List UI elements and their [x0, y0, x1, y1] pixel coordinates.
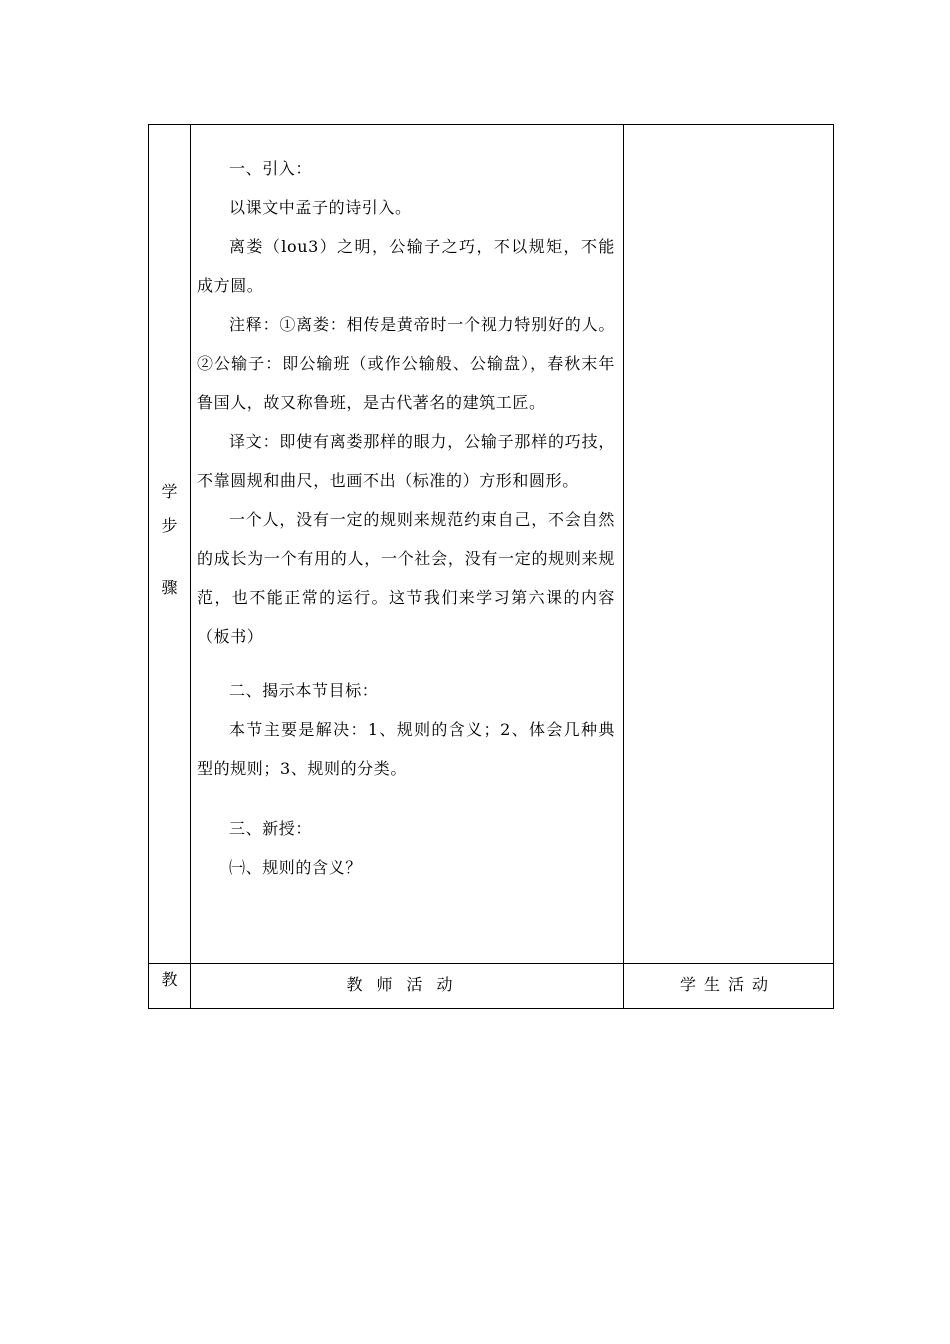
side-char-3: 骤 [161, 578, 178, 597]
side-char-1: 学 [161, 482, 178, 501]
side-char-2: 步 [161, 516, 178, 535]
column-divider-left [190, 125, 191, 1008]
section-goal-heading: 二、揭示本节目标： [229, 681, 379, 700]
section-new-heading: 三、新授： [229, 819, 313, 838]
translation-text: 译文：即使有离娄那样的眼力，公输子那样的巧技，不靠圆规和曲尺，也画不出（标准的）方形和圆形。 [197, 432, 615, 490]
teacher-activity-content [197, 149, 615, 887]
teacher-activity-header: 教师活动 [346, 975, 467, 994]
student-activity-header: 学生活动 [679, 975, 776, 994]
subsection-heading: ㈠、规则的含义？ [229, 858, 362, 877]
section-intro-heading: 一、引入： [229, 159, 313, 178]
quote-text: 离娄（lou3）之明，公输子之巧，不以规矩，不能成方圆。 [197, 237, 615, 295]
footer-side-label: 教 [161, 970, 178, 989]
intro-text: 以课文中孟子的诗引入。 [229, 198, 412, 217]
goal-text: 本节主要是解决：1、规则的含义；2、体会几种典型的规则；3、规则的分类。 [197, 720, 615, 778]
annotation-text: 注释：①离娄：相传是黄帝时一个视力特别好的人。②公输子：即公输班（或作公输般、公输盘），春秋末年鲁国人，故又称鲁班，是古代著名的建筑工匠。 [197, 315, 615, 412]
column-divider-right [623, 125, 624, 1008]
lesson-table [148, 124, 834, 1009]
explanation-text: 一个人，没有一定的规则来规范约束自己，不会自然的成长为一个有用的人，一个社会，没有一定的规则来规范，也不能正常的运行。这节我们来学习第六课的内容（板书） [197, 510, 615, 646]
